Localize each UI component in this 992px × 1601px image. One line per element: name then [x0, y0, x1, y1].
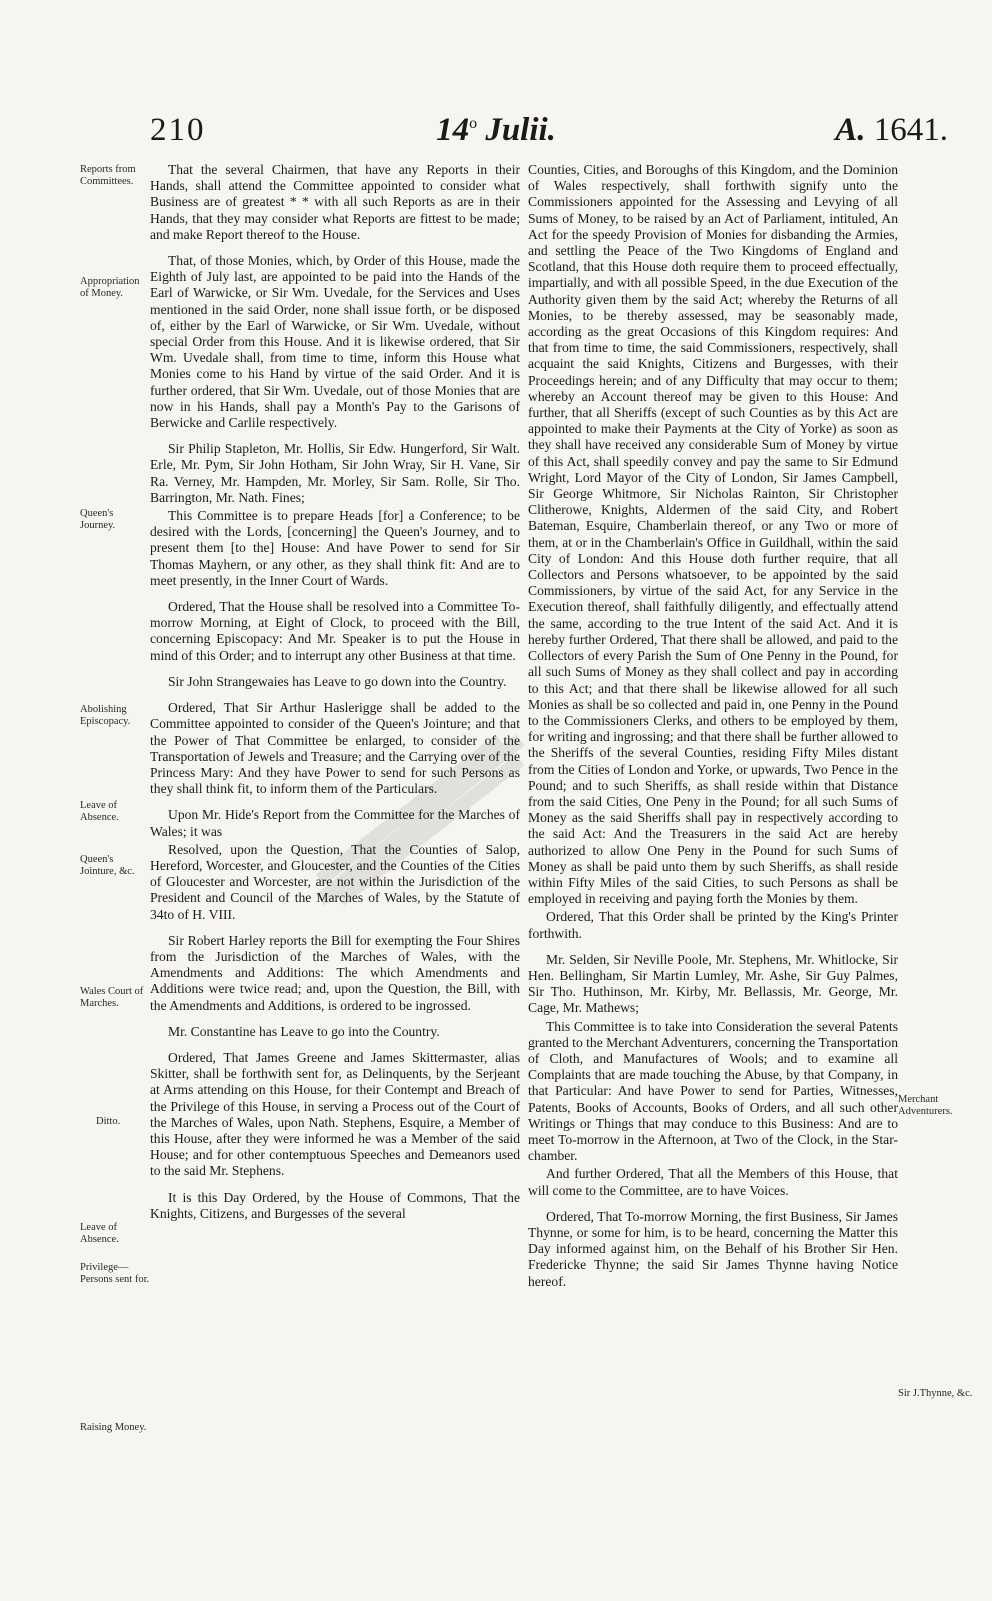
- paragraph-wales-report: Upon Mr. Hide's Report from the Committee for the Marches of Wales; it was: [150, 807, 520, 839]
- margin-note-raising-money: Raising Money.: [80, 1422, 147, 1433]
- page-number: 210: [150, 112, 206, 148]
- paragraph-journey-members: Sir Philip Stapleton, Mr. Hollis, Sir Edw. Hungerford, Sir Walt. Erle, Mr. Pym, Sir John Hotham, Sir John Wray, Sir H. Vane, Sir Ra. Verney, Mr. Hampden, Mr. Morley, Sir Sam. Rolle, Sir Tho. Barrington, Mr. Nath. Fines;: [150, 441, 520, 505]
- margin-note-ditto: Ditto.: [96, 1116, 121, 1127]
- date-month: Julii.: [485, 112, 556, 148]
- header-year: [835, 112, 948, 149]
- right-column: [528, 162, 898, 1300]
- date-sup: o: [469, 115, 478, 132]
- paragraph-raising-money: It is this Day Ordered, by the House of Commons, That the Knights, Citizens, and Burgesses of the several: [150, 1189, 520, 1221]
- margin-note-queens-jointure: Queen's Jointure, &c.: [80, 854, 135, 877]
- paragraph-reports: That the several Chairmen, that have any Reports in their Hands, shall attend the Committee appointed to consider what Business are of greatest * * with all such Reports as are in their Hands, that they may consider what Reports are fittest to be made; and make Report thereof to the House.: [150, 162, 520, 242]
- paragraph-printed: Ordered, That this Order shall be printed by the King's Printer forthwith.: [528, 909, 898, 941]
- left-column: [150, 162, 520, 1232]
- margin-note-privilege: Privilege—Persons sent for.: [80, 1262, 150, 1285]
- year-number: 1641.: [873, 112, 948, 148]
- paragraph-privilege: Ordered, That James Greene and James Skittermaster, alias Skitter, shall be forthwith sent for, as Delinquents, by the Serjeant at Arms attending on this House, for their Contempt and Breach of the Privilege of this House, in serving a Process out of the Court of the Marches of Wales, upon Nath. Stephens, Esquire, a Member of this House, after they were informed he was a Member of the said House; and for other contemptuous Speeches and Demeanors used to the said Mr. Stephens.: [150, 1049, 520, 1179]
- paragraph-merchant-committee: This Committee is to take into Consideration the several Patents granted to the Merchant Adventurers, concerning the Transportation of Cloth, and Manufactures of Wools; and to examine all Complaints that are made touching the Abuse, by that Company, in that Particular: And have Power to send for Parties, Witnesses, Patents, Books of Accounts, Books of Orders, and all such other Writings or Things that may conduce to this Business: And are to meet To-morrow in the Afternoon, at Two of the Clock, in the Star-chamber.: [528, 1018, 898, 1164]
- margin-note-wales: Wales Court of Marches.: [80, 986, 144, 1009]
- date-day: 14: [436, 112, 470, 148]
- margin-note-episcopacy: Abolishing Episcopacy.: [80, 704, 131, 727]
- margin-note-leave-1: Leave of Absence.: [80, 800, 119, 823]
- margin-note-leave-2: Leave of Absence.: [80, 1222, 119, 1245]
- year-a: A.: [835, 112, 866, 148]
- paragraph-constantine: Mr. Constantine has Leave to go into the Country.: [168, 1023, 440, 1039]
- paragraph-appropriation: That, of those Monies, which, by Order of this House, made the Eighth of July last, are appointed to be paid into the Hands of the Earl of Warwicke, or Sir Wm. Uvedale, for the Services and Uses mentioned in the said Order, none shall issue forth, or be disposed of, either by the Earl of Warwicke, or Sir Wm. Uvedale, without special Order from this House. And it is likewise ordered, that Sir Wm. Uvedale shall, from time to time, inform this House what Monies come to his Hand by virtue of the said Order. And it is further ordered, that Sir Wm. Uvedale, out of those Monies that are now in his Hands, shall pay a Month's Pay to the Garisons of Berwicke and Carlile respectively.: [150, 253, 520, 431]
- paragraph-jointure: Ordered, That Sir Arthur Haslerigge shall be added to the Committee appointed to consider of the Queen's Jointure; and that the Power of That Committee be enlarged, to consider of the Transportation of Jewels and Treasure; and the Carrying over of the Princess Mary: And they have Power to send for such Persons as they shall think fit, to inform them of the Particulars.: [150, 700, 520, 797]
- paragraph-harley: Sir Robert Harley reports the Bill for exempting the Four Shires from the Jurisdiction of the Marches of Wales, with the Amendments and Additions: The which Amendments and Additions were twice read; and, upon the Question, the Bill, with the Amendments and Additions, is ordered to be ingrossed.: [150, 932, 520, 1013]
- page-header: [0, 112, 992, 160]
- margin-note-appropriation: Appropriation of Money.: [80, 276, 140, 299]
- margin-note-queens-journey: Queen's Journey.: [80, 508, 116, 531]
- paragraph-episcopacy: Ordered, That the House shall be resolved into a Committee To-morrow Morning, at Eight of Clock, to proceed with the Bill, concerning Episcopacy: And Mr. Speaker is to put the House in mind of this Order; and to interrupt any other Business at that time.: [150, 599, 520, 663]
- paragraph-thynne: Ordered, That To-morrow Morning, the first Business, Sir James Thynne, or some for him, is to be heard, concerning the Matter this Day informed against him, on the Behalf of his Brother Sir Hen. Fredericke Thynne; the said Sir James Thynne having Notice hereof.: [528, 1208, 898, 1289]
- paragraph-voices: And further Ordered, That all the Members of this House, that will come to the Committee, are to have Voices.: [528, 1166, 898, 1198]
- paragraph-merchant-members: Mr. Selden, Sir Neville Poole, Mr. Stephens, Mr. Whitlocke, Sir Hen. Bellingham, Sir Martin Lumley, Mr. Ashe, Sir Guy Palmes, Sir Tho. Huthinson, Mr. Kirby, Mr. Bellassis, Mr. George, Mr. Cage, Mr. Mathews;: [528, 951, 898, 1016]
- paragraph-strangewaies: Sir John Strangewaies has Leave to go down into the Country.: [168, 673, 507, 689]
- margin-note-merchant: Merchant Adventurers.: [898, 1094, 953, 1117]
- paragraph-wales-resolved: Resolved, upon the Question, That the Counties of Salop, Hereford, Worcester, and Gloucester, and the Counties of the Cities of Gloucester and Worcester, are not within the Jurisdiction of the President and Council of the Marches of Wales, by the Statute of 34to of H. VIII.: [150, 841, 520, 922]
- paragraph-raising-money-cont: Counties, Cities, and Boroughs of this Kingdom, and the Dominion of Wales respectively, shall forthwith signify unto the Commissioners appointed for the Assessing and Levying of all Sums of Money, to be raised by an Act of Parliament, intituled, An Act for the speedy Provision of Monies for disbanding the Armies, and settling the Peace of the Two Kingdoms of England and Scotland, that this House doth require them to proceed effectually, impartially, and with all possible Speed, in the due Execution of the Authority given them by the said Act; whereby the Returns of all Monies, to be thereby assessed, may be seasonably made, according as the great Occasions of this Kingdom requires: And that from time to time, the said Commissioners, respectively, shall acquaint the said Knights, Citizens and Burgesses, with their Proceedings herein; and of any Difficulty that may occur to them; whereby an Account thereof may be given to this House: And further, that all Sheriffs (except of such Counties as by this Act are appointed to make their Payments at the City of Yorke) as soon as they shall have received any considerable Sum of Money by virtue of this Act, shall speedily convey and pay the same to Sir Edmund Wright, Lord Mayor of the City of London, Sir James Campbell, Sir George Whitmore, Sir Nicholas Rainton, Sir Christopher Clitherowe, Knights, Aldermen of the said City, and Robert Bateman, Esquire, Chamberlain thereof, or any Two or more of them, at or in the Chamberlain's Office in Guildhall, within the said City of London: And this House doth further require, that all Collectors and Persons whatsoever, to be appointed by the said Commissioners, by virtue of the said Act, for any Service in the Execution thereof, shall faithfully diligently, and effectually attend the same, according to the true Intent of the said Act. And it is hereby further Ordered, That there shall be allowed, and paid to the Collectors of every Parish the Sum of One Penny in the Pound, for all such Sums of Money as they shall collect and pay in according to this Act; and that there shall be likewise allowed for all such Monies as shall be so collected and paid in, one Penny in the Pound to the Commissioners Clerks, and others to be employed by them, for writing and ingrossing; and that there shall be further allowed to the Sheriffs of the several Counties, residing Fifty Miles distant from the Cities of London and Yorke, or upwards, Two Pence in the Pound; and to such Sheriffs, as shall reside within that Distance from the said Cities, One Peny in the Pound; for all such Sums of Money as the said Sheriffs shall pay in respectively according to the said Act: And the Treasurers in the said Act are hereby authorized to allow One Peny in the Pound for such Sums of Money as shall be paid unto them by such Sheriffs, as shall reside within Fifty Miles of the said Cities, to such Persons as shall be employed in receiving and paying forth the Monies by them.: [528, 162, 898, 907]
- margin-note-thynne: Sir J.Thynne, &c.: [898, 1388, 973, 1399]
- paragraph-journey-committee: This Committee is to prepare Heads [for] a Conference; to be desired with the Lords, [concerning] the Queen's Journey, and to present them [to the] House: And have Power to send for Sir Thomas Mayhern, or any other, as they shall think fit: And are to meet presently, in the Inner Court of Wards.: [150, 508, 520, 588]
- margin-note-reports: Reports from Committees.: [80, 164, 136, 187]
